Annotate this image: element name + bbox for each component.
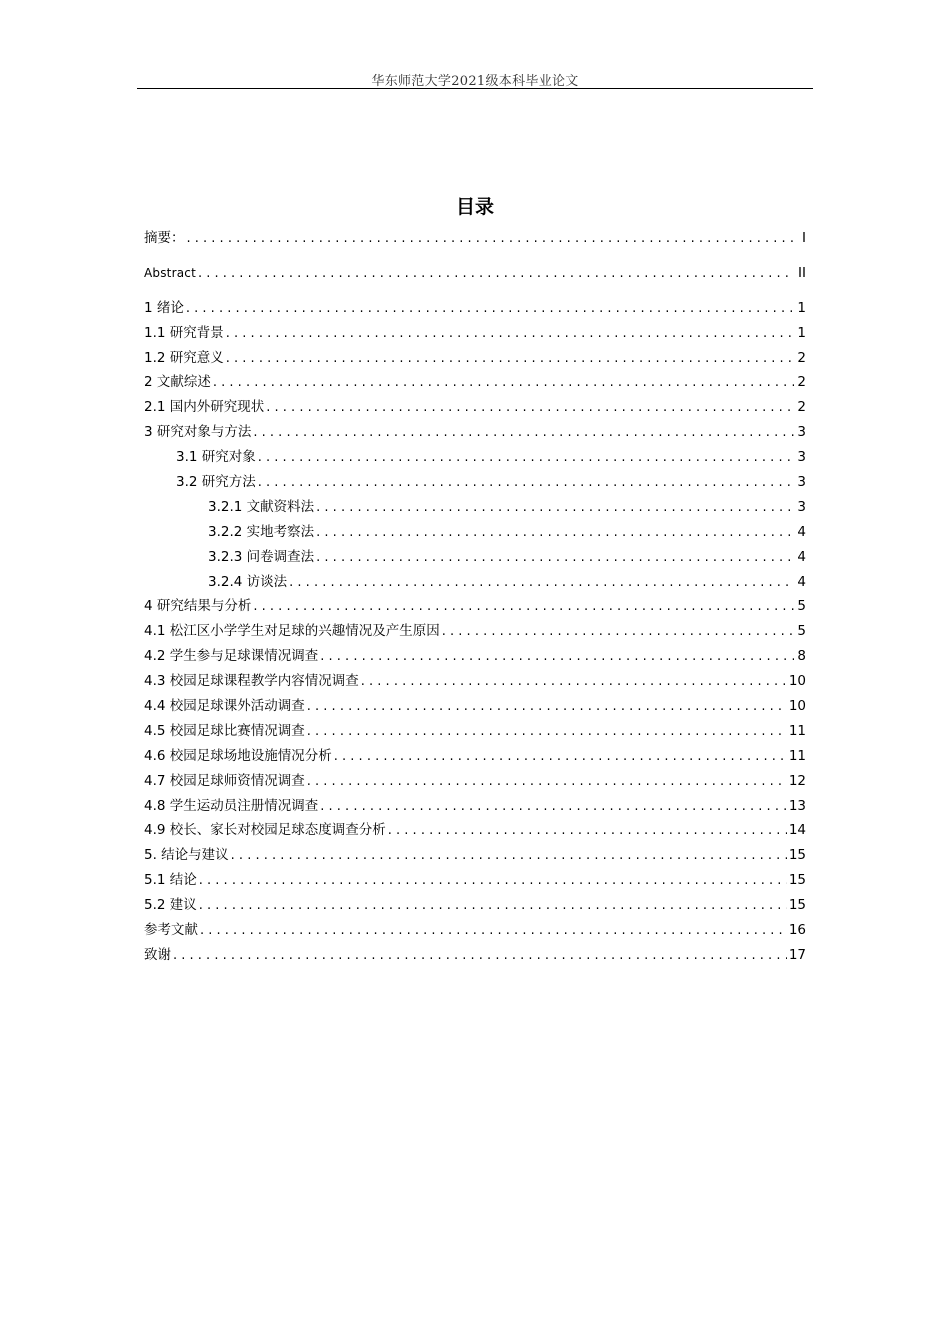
toc-entry-page: 3: [797, 449, 806, 466]
toc-entry[interactable]: [144, 321, 806, 346]
toc-entry[interactable]: [144, 943, 806, 968]
toc-entry[interactable]: [144, 445, 806, 470]
toc-entry-page: 3: [797, 498, 806, 515]
toc-leader-dots: [258, 470, 794, 495]
page-header: 华东师范大学2021级本科毕业论文: [371, 74, 579, 89]
toc-entry-page: 16: [788, 922, 806, 939]
toc-leader-dots: [316, 495, 794, 520]
toc-leader-dots: [307, 769, 787, 794]
toc-entry-title: 1.2 研究意义: [144, 349, 224, 366]
toc-entry[interactable]: [144, 694, 806, 719]
toc-entry-page: 10: [788, 673, 806, 690]
toc-entry-title: 致谢: [144, 946, 171, 963]
toc-entry-page: 4: [797, 523, 806, 540]
toc-entry[interactable]: [144, 346, 806, 371]
toc-leader-dots: [388, 818, 787, 843]
toc-leader-dots: [186, 296, 794, 321]
toc-entry-title: 摘要：: [144, 230, 185, 246]
toc-entry-title: 5.1 结论: [144, 872, 197, 889]
toc-leader-dots: [307, 719, 787, 744]
toc-entry[interactable]: [144, 370, 806, 395]
toc-entry-page: 15: [788, 897, 806, 914]
toc-entry-page: 17: [788, 946, 806, 963]
toc-entry[interactable]: [144, 420, 806, 445]
toc-entry-page: 13: [788, 797, 806, 814]
toc-entry[interactable]: [144, 719, 806, 744]
toc-entry-title: 4.2 学生参与足球课情况调查: [144, 648, 319, 665]
toc-entry-title: 1.1 研究背景: [144, 324, 224, 341]
toc-leader-dots: [198, 261, 794, 286]
toc-entry[interactable]: [144, 644, 806, 669]
toc-entry[interactable]: [144, 395, 806, 420]
toc-entry-page: 4: [797, 548, 806, 565]
toc-leader-dots: [316, 545, 794, 570]
toc-entry[interactable]: [144, 261, 806, 286]
toc-entry[interactable]: [144, 495, 806, 520]
toc-entry[interactable]: [144, 520, 806, 545]
toc-entry-title: 1 绪论: [144, 299, 184, 316]
toc-entry-title: 4.8 学生运动员注册情况调查: [144, 797, 319, 814]
toc-leader-dots: [253, 420, 794, 445]
toc-leader-dots: [226, 346, 794, 371]
toc-entry-page: 8: [797, 648, 806, 665]
toc-entry-title: 3.2.4 访谈法: [208, 573, 288, 590]
toc-entry[interactable]: [144, 470, 806, 495]
toc-leader-dots: [213, 370, 794, 395]
toc-entry[interactable]: [144, 868, 806, 893]
toc-leader-dots: [253, 594, 794, 619]
toc-entry[interactable]: [144, 619, 806, 644]
toc-entry-title: 3 研究对象与方法: [144, 424, 252, 441]
toc-entry-title: 3.2.1 文献资料法: [208, 498, 315, 515]
toc-leader-dots: [173, 943, 787, 968]
toc-entry-page: I: [802, 230, 806, 246]
toc-entry-title: 3.2.3 问卷调查法: [208, 548, 315, 565]
toc-entry-page: 1: [797, 324, 806, 341]
toc-entry[interactable]: [144, 818, 806, 843]
toc-entry[interactable]: [144, 226, 806, 251]
toc-leader-dots: [320, 794, 787, 819]
toc-entry-title: 5.2 建议: [144, 897, 197, 914]
toc-entry-title: 3.2 研究方法: [176, 474, 256, 491]
toc-entry-page: II: [798, 264, 806, 281]
toc-entry-page: 11: [788, 722, 806, 739]
toc-entry-page: 2: [797, 349, 806, 366]
toc-entry-title: 3.2.2 实地考察法: [208, 523, 315, 540]
toc-entry-title: 4.6 校园足球场地设施情况分析: [144, 747, 332, 764]
toc-entry-page: 12: [788, 772, 806, 789]
toc-entry-page: 10: [788, 698, 806, 715]
toc-leader-dots: [266, 395, 794, 420]
toc-entry[interactable]: [144, 594, 806, 619]
toc-entry-title: 4.1 松江区小学学生对足球的兴趣情况及产生原因: [144, 623, 440, 640]
toc-entry-page: 4: [797, 573, 806, 590]
toc-entry-page: 3: [797, 424, 806, 441]
toc-entry-page: 1: [797, 299, 806, 316]
toc-entry-title: 5. 结论与建议: [144, 847, 229, 864]
toc-leader-dots: [316, 520, 794, 545]
toc-entry-page: 15: [788, 847, 806, 864]
toc-leader-dots: [289, 570, 794, 595]
toc-entry-page: 11: [788, 747, 806, 764]
toc-leader-dots: [199, 868, 787, 893]
toc-entry-title: 4.9 校长、家长对校园足球态度调查分析: [144, 822, 386, 839]
toc-entry[interactable]: [144, 669, 806, 694]
toc-entry-title: 4 研究结果与分析: [144, 598, 252, 615]
toc-leader-dots: [320, 644, 794, 669]
toc-entry[interactable]: [144, 296, 806, 321]
toc-entry[interactable]: [144, 918, 806, 943]
toc-entry[interactable]: [144, 570, 806, 595]
toc-entry-title: 3.1 研究对象: [176, 449, 256, 466]
toc-entry-title: 2.1 国内外研究现状: [144, 399, 265, 416]
toc-entry-page: 2: [797, 399, 806, 416]
toc-leader-dots: [361, 669, 787, 694]
toc-entry-title: 4.4 校园足球课外活动调查: [144, 698, 305, 715]
toc-leader-dots: [334, 744, 787, 769]
toc-entry-title: 4.7 校园足球师资情况调查: [144, 772, 305, 789]
toc-entry-page: 2: [797, 374, 806, 391]
toc-entry[interactable]: [144, 893, 806, 918]
header-rule: [137, 88, 813, 89]
toc-leader-dots: [442, 619, 794, 644]
toc-leader-dots: [226, 321, 794, 346]
toc-entry-page: 14: [788, 822, 806, 839]
toc-entry-page: 15: [788, 872, 806, 889]
toc-entry-page: 5: [797, 598, 806, 615]
toc-entry-title: 4.5 校园足球比赛情况调查: [144, 722, 305, 739]
toc-title: 目录: [455, 196, 494, 218]
toc-entry-title: 4.3 校园足球课程教学内容情况调查: [144, 673, 359, 690]
toc-leader-dots: [187, 226, 795, 251]
toc-leader-dots: [200, 918, 787, 943]
toc-entry[interactable]: [144, 843, 806, 868]
table-of-contents: [144, 226, 806, 968]
toc-entry[interactable]: [144, 769, 806, 794]
toc-entry[interactable]: [144, 744, 806, 769]
toc-entry[interactable]: [144, 545, 806, 570]
toc-entry-title: 参考文献: [144, 922, 198, 939]
toc-leader-dots: [231, 843, 787, 868]
toc-entry[interactable]: [144, 794, 806, 819]
toc-entry-title: Abstract: [144, 265, 196, 280]
toc-leader-dots: [307, 694, 787, 719]
toc-entry-page: 3: [797, 474, 806, 491]
toc-entry-title: 2 文献综述: [144, 374, 211, 391]
toc-leader-dots: [258, 445, 794, 470]
toc-leader-dots: [199, 893, 787, 918]
toc-entry-page: 5: [797, 623, 806, 640]
